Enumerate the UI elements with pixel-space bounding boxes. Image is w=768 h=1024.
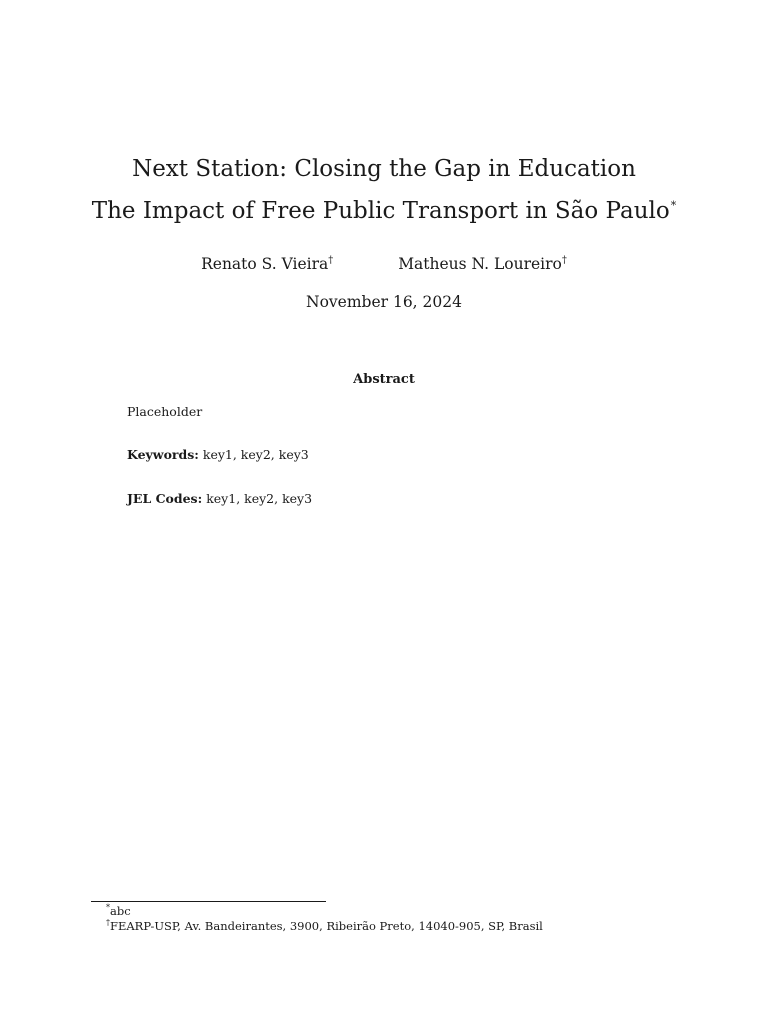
author-1-name: Renato S. Vieira [201, 255, 329, 273]
footnote-1-text: abc [110, 904, 131, 918]
footnote-2-mark: † [106, 918, 110, 928]
paper-title-line-1 [0, 155, 768, 183]
author-1 [201, 254, 333, 274]
footnote-2 [106, 918, 543, 934]
author-2-footnote-mark: † [561, 254, 567, 266]
footnote-1-mark: * [106, 903, 110, 913]
jel-codes-line [127, 490, 647, 508]
author-2 [398, 254, 567, 274]
title-footnote-mark: * [670, 199, 677, 213]
abstract-body: Placeholder [127, 404, 203, 419]
keywords-line [127, 446, 647, 464]
footnote-2-text: FEARP-USP, Av. Bandeirantes, 3900, Ribeirão Preto, 14040-905, SP, Brasil [110, 919, 543, 933]
footnote-1 [106, 903, 131, 919]
abstract-heading: Abstract [353, 372, 415, 387]
keywords-values: key1, key2, key3 [202, 447, 309, 462]
jel-codes-values: key1, key2, key3 [206, 491, 313, 506]
footnote-rule [91, 901, 326, 902]
author-list [0, 254, 768, 274]
author-1-footnote-mark: † [328, 254, 334, 266]
jel-codes-label: JEL Codes: [127, 491, 203, 506]
paper-title-line-2 [0, 197, 768, 225]
publication-date: November 16, 2024 [306, 293, 462, 311]
author-2-name: Matheus N. Loureiro [398, 255, 562, 273]
keywords-label: Keywords: [127, 447, 199, 462]
title-text-2: The Impact of Free Public Transport in São Paulo [91, 198, 670, 224]
title-text-1: Next Station: Closing the Gap in Education [132, 156, 636, 182]
